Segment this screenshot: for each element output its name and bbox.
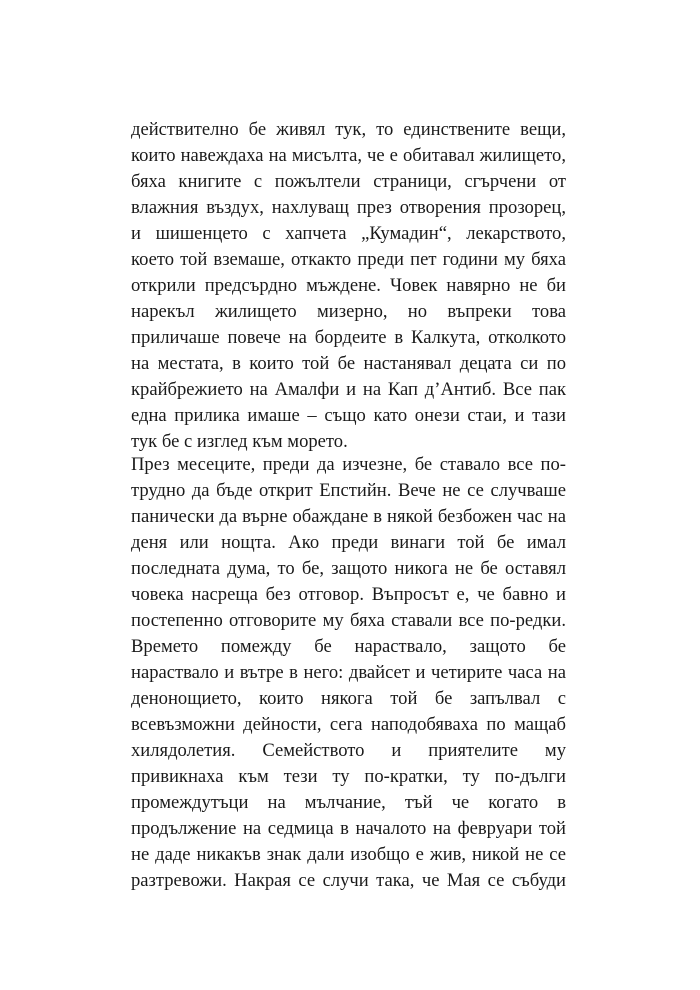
text-line: хилядолетия. Семейството и приятелите му: [131, 740, 566, 761]
text-line: една прилика имаше – също като онези стаи, и тази: [131, 405, 566, 426]
text-line: Времето помежду бе нараствало, защото бе: [131, 636, 566, 657]
text-line: приличаше повече на бордеите в Калкута, отколкото: [131, 327, 566, 348]
text-line: тук бе с изглед към морето.: [131, 431, 348, 452]
text-line: влажния въздух, нахлуващ през отворения прозорец,: [131, 197, 566, 218]
text-line: всевъзможни дейности, сега наподобяваха по мащаб: [131, 714, 566, 735]
text-line: деня или нощта. Ако преди винаги той бе имал: [131, 532, 566, 553]
text-line: крайбрежието на Амалфи и на Кап д’Антиб. Все пак: [131, 379, 566, 400]
paragraph-2: [131, 452, 566, 894]
text-line: последната дума, то бе, защото никога не бе оставял: [131, 558, 566, 579]
text-line: панически да върне обаждане в някой безбожен час на: [131, 506, 566, 527]
text-line: което той вземаше, откакто преди пет години му бяха: [131, 249, 566, 270]
text-line: През месеците, преди да изчезне, бе ставало все по-: [131, 454, 566, 475]
text-line: действително бе живял тук, то единствените вещи,: [131, 119, 566, 140]
text-line: промеждутъци на мълчание, тъй че когато в: [131, 792, 566, 813]
text-line: не даде никакъв знак дали изобщо е жив, никой не се: [131, 844, 566, 865]
text-line: нарекъл жилището мизерно, но въпреки това: [131, 301, 566, 322]
text-line: продължение на седмица в началото на февруари той: [131, 818, 566, 839]
text-line: и шишенцето с хапчета „Кумадин“, лекарството,: [131, 223, 566, 244]
text-line: привикнаха към тези ту по-кратки, ту по-дълги: [131, 766, 566, 787]
text-line: човека насреща без отговор. Въпросът е, че бавно и: [131, 584, 566, 605]
text-line: разтревожи. Накрая се случи така, че Мая се събуди: [131, 870, 566, 891]
text-line: нараствало и вътре в него: двайсет и четирите часа на: [131, 662, 566, 683]
text-line: постепенно отговорите му бяха ставали все по-редки.: [131, 610, 566, 631]
text-line: денонощието, които някога той бе запълвал с: [131, 688, 566, 709]
text-line: трудно да бъде открит Епстийн. Вече не се случваше: [131, 480, 566, 501]
paragraph-1: [131, 117, 566, 455]
text-line: които навеждаха на мисълта, че е обитавал жилището,: [131, 145, 566, 166]
text-line: бяха книгите с пожълтели страници, сгърчени от: [131, 171, 566, 192]
text-line: на местата, в които той бе настанявал децата си по: [131, 353, 566, 374]
text-line: открили предсърдно мъждене. Човек навярно не би: [131, 275, 566, 296]
